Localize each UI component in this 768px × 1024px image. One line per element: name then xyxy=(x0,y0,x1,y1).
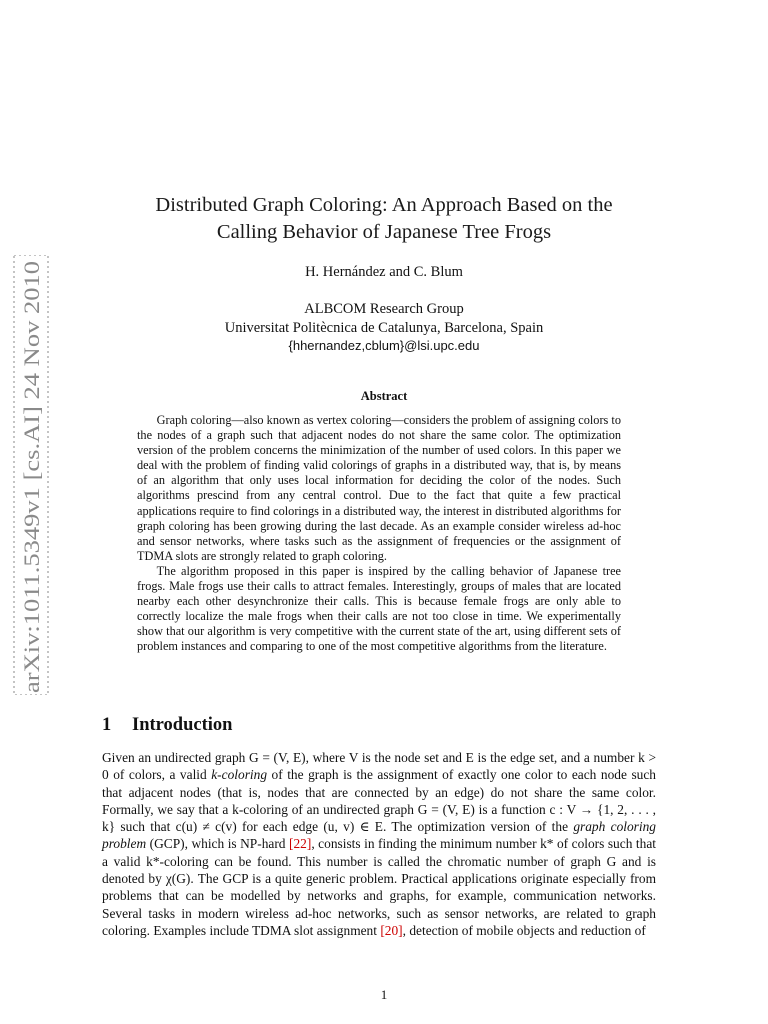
title-line-2: Calling Behavior of Japanese Tree Frogs xyxy=(216,221,552,243)
intro-paragraph xyxy=(102,749,656,939)
arxiv-identifier-stamp xyxy=(10,255,52,695)
gcp-term: graph coloring problem xyxy=(102,819,656,852)
arxiv-stamp-svg xyxy=(10,255,52,695)
citation-link-20[interactable]: [20] xyxy=(380,922,403,938)
intro-text-4: , consists in finding the minimum number k* of colors such that a valid k*-coloring can be found. This number is called the chromatic number of graph G and is denoted by χ(G). The GCP is a quite generic problem. Practical applications originate especially from problems that can be modelled by networks and graphs, for example, communication networks. Several tasks in modern wireless ad-hoc networks, such as sensor networks, are related to graph coloring. Examples include TDMA slot assignment xyxy=(102,836,656,938)
title-line-1: Distributed Graph Coloring: An Approach Based on the xyxy=(155,194,613,216)
introduction-body xyxy=(102,749,656,939)
section-title: Introduction xyxy=(132,715,233,735)
intro-text-3: (GCP), which is NP-hard xyxy=(146,836,290,852)
abstract-paragraph-1: Graph coloring—also known as vertex coloring—considers the problem of assigning colors to the nodes of a graph such that adjacent nodes do not share the same color. The optimization version of the problem concerns the minimization of the number of used colors. In this paper we deal with the problem of finding valid colorings of graphs in a distributed way, that is, by means of an algorithm that only uses local information for deciding the color of the nodes. Such algorithms prescind from any central control. Due to the fact that quite a few practical applications require to find colorings in a distributed way, the interest in distributed algorithms for graph coloring has been growing during the last decade. As an example consider wireless ad-hoc and sensor networks, where tasks such as the assignment of frequencies or the assignment of TDMA slots are strongly related to graph coloring. xyxy=(137,413,621,563)
section-heading-introduction xyxy=(102,715,232,736)
affiliation-group: ALBCOM Research Group xyxy=(304,301,464,317)
affiliation xyxy=(110,300,658,356)
abstract-body xyxy=(137,413,621,655)
k-coloring-term: k-coloring xyxy=(211,767,268,783)
intro-text-1: Given an undirected graph G = (V, E), where V is the node set and E is the edge set, and a number k > 0 of colors, a valid xyxy=(102,750,656,783)
arxiv-stamp-text: arXiv:1011.5349v1 [cs.AI] 24 Nov 2010 xyxy=(19,326,44,693)
affiliation-university: Universitat Politècnica de Catalunya, Barcelona, Spain xyxy=(224,319,544,336)
authors: H. Hernández and C. Blum xyxy=(305,264,463,280)
abstract-heading: Abstract xyxy=(360,389,408,403)
intro-text-5: , detection of mobile objects and reduction of xyxy=(402,922,646,938)
paper-title xyxy=(110,192,658,246)
citation-link-22[interactable]: [22] xyxy=(289,836,312,852)
intro-text-2: of the graph is the assignment of exactly one color to each node such that adjacent nodes (that is, nodes that are connected by an edge) do not share the same color. Formally, we say that a k-coloring of an undirected graph G = (V, E) is a function c : V → {1, 2, . . . , k} such that c(u) ≠ c(v) for each edge (u, v) ∈ E. The optimization version of the xyxy=(102,767,656,835)
author-email: {hhernandez,cblum}@lsi.upc.edu xyxy=(288,338,480,353)
abstract-paragraph-2: The algorithm proposed in this paper is inspired by the calling behavior of Japanese tree frogs. Male frogs use their calls to attract females. Interestingly, groups of males that are located nearby each other desynchronize their calls. This is because female frogs are only able to correctly localize the male frogs when their calls are not too close in time. We experimentally show that our algorithm is very competitive with the current state of the art, using different sets of problem instances and comparing to one of the most competitive algorithms from the literature. xyxy=(137,563,621,654)
section-number: 1 xyxy=(102,715,112,735)
page-number: 1 xyxy=(380,987,388,1002)
